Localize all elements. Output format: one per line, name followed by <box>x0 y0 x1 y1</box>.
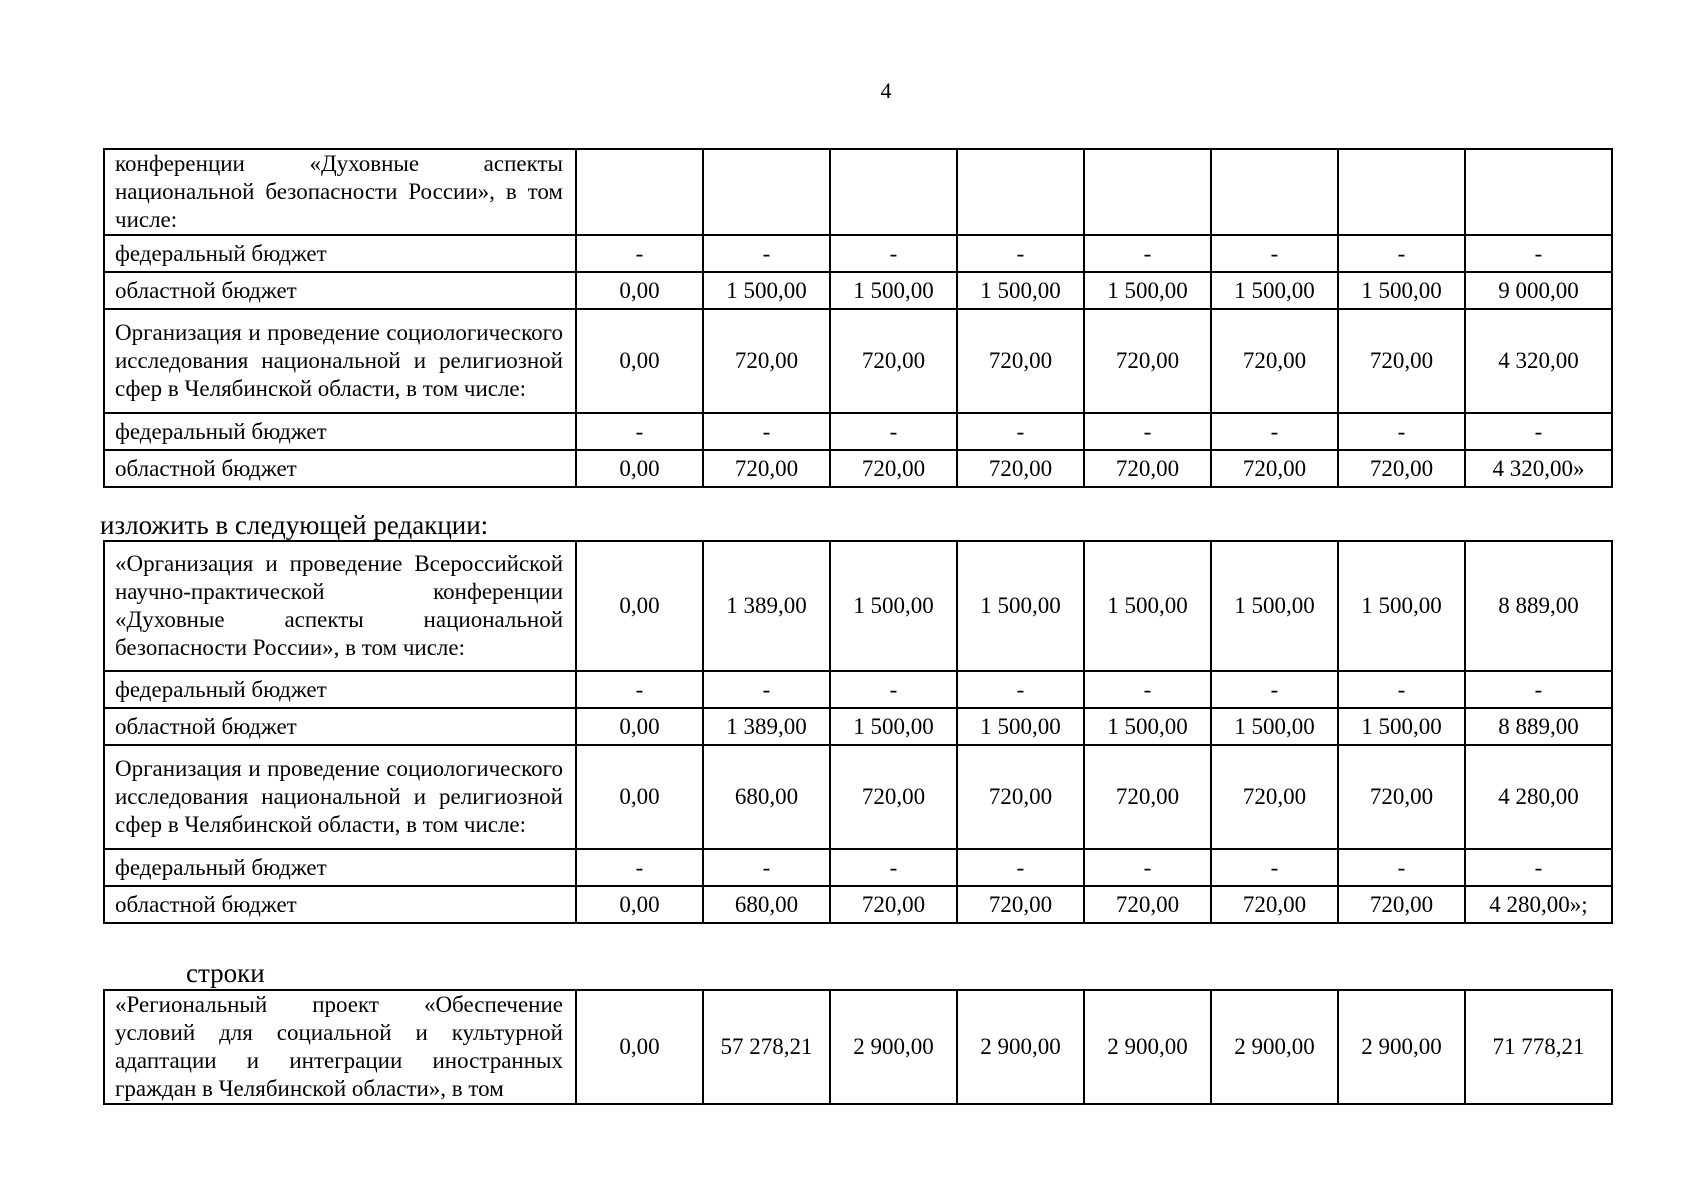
value-cell: 0,00 <box>576 272 703 309</box>
value-cell: 720,00 <box>1211 309 1338 413</box>
value-cell: 1 500,00 <box>957 708 1084 745</box>
value-cell: 720,00 <box>830 450 957 487</box>
amendment-caption: изложить в следующей редакции: <box>100 510 489 540</box>
row-label: конференции «Духовные аспекты национальной безопасности России», в том числе: <box>104 149 576 235</box>
table-row <box>104 235 1612 272</box>
value-cell: 720,00 <box>1084 886 1211 923</box>
table-row <box>104 149 1612 235</box>
value-cell: 1 500,00 <box>1338 708 1465 745</box>
value-cell: - <box>1338 849 1465 886</box>
total-cell: 4 280,00»; <box>1465 886 1612 923</box>
value-cell: 2 900,00 <box>830 990 957 1104</box>
total-cell: - <box>1465 235 1612 272</box>
value-cell: 680,00 <box>703 745 830 849</box>
budget-table-regional-project <box>103 989 1613 1105</box>
value-cell: - <box>1211 671 1338 708</box>
value-cell: - <box>1084 235 1211 272</box>
value-cell: 1 500,00 <box>1211 272 1338 309</box>
value-cell: - <box>703 849 830 886</box>
value-cell: 0,00 <box>576 708 703 745</box>
total-cell: 8 889,00 <box>1465 708 1612 745</box>
value-cell: - <box>703 671 830 708</box>
value-cell: 2 900,00 <box>1338 990 1465 1104</box>
row-label: федеральный бюджет <box>104 413 576 450</box>
value-cell: 1 389,00 <box>703 708 830 745</box>
table-row <box>104 990 1612 1104</box>
value-cell: 1 500,00 <box>1084 541 1211 671</box>
total-cell: 4 320,00 <box>1465 309 1612 413</box>
table-row <box>104 708 1612 745</box>
value-cell: 720,00 <box>1084 745 1211 849</box>
value-cell: 720,00 <box>957 309 1084 413</box>
value-cell: - <box>1211 849 1338 886</box>
value-cell <box>1211 149 1338 235</box>
value-cell: 2 900,00 <box>1084 990 1211 1104</box>
row-label: областной бюджет <box>104 886 576 923</box>
row-label: «Организация и проведение Всероссийской научно-практической конференции «Духовные аспекты национальной безопасности России», в том числе: <box>104 541 576 671</box>
total-cell <box>1465 149 1612 235</box>
value-cell: - <box>576 849 703 886</box>
value-cell: - <box>1338 671 1465 708</box>
table-row <box>104 849 1612 886</box>
value-cell: 720,00 <box>1338 309 1465 413</box>
value-cell: 1 389,00 <box>703 541 830 671</box>
value-cell: 720,00 <box>1211 886 1338 923</box>
budget-table-new <box>103 540 1613 924</box>
value-cell: 720,00 <box>1211 745 1338 849</box>
total-cell: - <box>1465 413 1612 450</box>
value-cell: - <box>703 235 830 272</box>
value-cell: - <box>830 413 957 450</box>
row-label: Организация и проведение социологического исследования национальной и религиозной сфер в Челябинской области, в том числе: <box>104 309 576 413</box>
value-cell: 720,00 <box>1338 745 1465 849</box>
value-cell: 720,00 <box>1084 450 1211 487</box>
value-cell: 0,00 <box>576 886 703 923</box>
value-cell <box>703 149 830 235</box>
table-row <box>104 450 1612 487</box>
row-label: областной бюджет <box>104 708 576 745</box>
table-row <box>104 309 1612 413</box>
value-cell: - <box>1338 413 1465 450</box>
row-label: Организация и проведение социологического исследования национальной и религиозной сфер в Челябинской области, в том числе: <box>104 745 576 849</box>
total-cell: 71 778,21 <box>1465 990 1612 1104</box>
row-label: федеральный бюджет <box>104 235 576 272</box>
table-row <box>104 886 1612 923</box>
value-cell: 1 500,00 <box>703 272 830 309</box>
total-cell: 9 000,00 <box>1465 272 1612 309</box>
value-cell: 0,00 <box>576 309 703 413</box>
table-row <box>104 671 1612 708</box>
value-cell: 1 500,00 <box>1338 541 1465 671</box>
value-cell: 720,00 <box>703 450 830 487</box>
value-cell: 0,00 <box>576 745 703 849</box>
value-cell: - <box>957 849 1084 886</box>
value-cell: - <box>1211 235 1338 272</box>
value-cell: - <box>957 671 1084 708</box>
table-row <box>104 413 1612 450</box>
value-cell: - <box>830 849 957 886</box>
value-cell: 720,00 <box>830 309 957 413</box>
value-cell: 1 500,00 <box>1211 541 1338 671</box>
value-cell: - <box>576 413 703 450</box>
value-cell: 720,00 <box>1211 450 1338 487</box>
value-cell: - <box>957 235 1084 272</box>
value-cell: 0,00 <box>576 541 703 671</box>
value-cell: - <box>576 671 703 708</box>
value-cell: 0,00 <box>576 990 703 1104</box>
value-cell <box>576 149 703 235</box>
value-cell: 1 500,00 <box>1211 708 1338 745</box>
total-cell: - <box>1465 671 1612 708</box>
value-cell: 1 500,00 <box>1084 272 1211 309</box>
total-cell: 8 889,00 <box>1465 541 1612 671</box>
rows-caption: строки <box>186 958 265 988</box>
value-cell: 720,00 <box>957 886 1084 923</box>
value-cell <box>957 149 1084 235</box>
value-cell: 720,00 <box>1338 886 1465 923</box>
value-cell: - <box>830 235 957 272</box>
value-cell: 1 500,00 <box>830 541 957 671</box>
value-cell: - <box>1084 413 1211 450</box>
value-cell: 1 500,00 <box>830 272 957 309</box>
value-cell: - <box>703 413 830 450</box>
value-cell: 720,00 <box>957 450 1084 487</box>
value-cell: 720,00 <box>830 886 957 923</box>
value-cell: 2 900,00 <box>957 990 1084 1104</box>
value-cell: 1 500,00 <box>1338 272 1465 309</box>
value-cell: 680,00 <box>703 886 830 923</box>
value-cell <box>1084 149 1211 235</box>
row-label: федеральный бюджет <box>104 849 576 886</box>
row-label: областной бюджет <box>104 450 576 487</box>
total-cell: 4 320,00» <box>1465 450 1612 487</box>
value-cell <box>830 149 957 235</box>
value-cell: 720,00 <box>703 309 830 413</box>
row-label: областной бюджет <box>104 272 576 309</box>
value-cell: - <box>1084 671 1211 708</box>
table-row <box>104 541 1612 671</box>
total-cell: 4 280,00 <box>1465 745 1612 849</box>
value-cell: 720,00 <box>957 745 1084 849</box>
table-row <box>104 745 1612 849</box>
table-row <box>104 272 1612 309</box>
value-cell: 1 500,00 <box>1084 708 1211 745</box>
budget-table-old <box>103 148 1613 488</box>
value-cell: - <box>1338 235 1465 272</box>
value-cell: - <box>576 235 703 272</box>
value-cell: 1 500,00 <box>957 272 1084 309</box>
value-cell: 2 900,00 <box>1211 990 1338 1104</box>
page-number: 4 <box>880 78 892 103</box>
value-cell: - <box>830 671 957 708</box>
row-label: «Региональный проект «Обеспечение условий для социальной и культурной адаптации и интеграции иностранных граждан в Челябинской области», в том <box>104 990 576 1104</box>
row-label: федеральный бюджет <box>104 671 576 708</box>
value-cell: 720,00 <box>1084 309 1211 413</box>
value-cell: 720,00 <box>830 745 957 849</box>
value-cell: 1 500,00 <box>830 708 957 745</box>
value-cell: - <box>957 413 1084 450</box>
value-cell: 1 500,00 <box>957 541 1084 671</box>
total-cell: - <box>1465 849 1612 886</box>
value-cell: - <box>1084 849 1211 886</box>
value-cell: - <box>1211 413 1338 450</box>
value-cell: 720,00 <box>1338 450 1465 487</box>
value-cell: 0,00 <box>576 450 703 487</box>
value-cell: 57 278,21 <box>703 990 830 1104</box>
value-cell <box>1338 149 1465 235</box>
